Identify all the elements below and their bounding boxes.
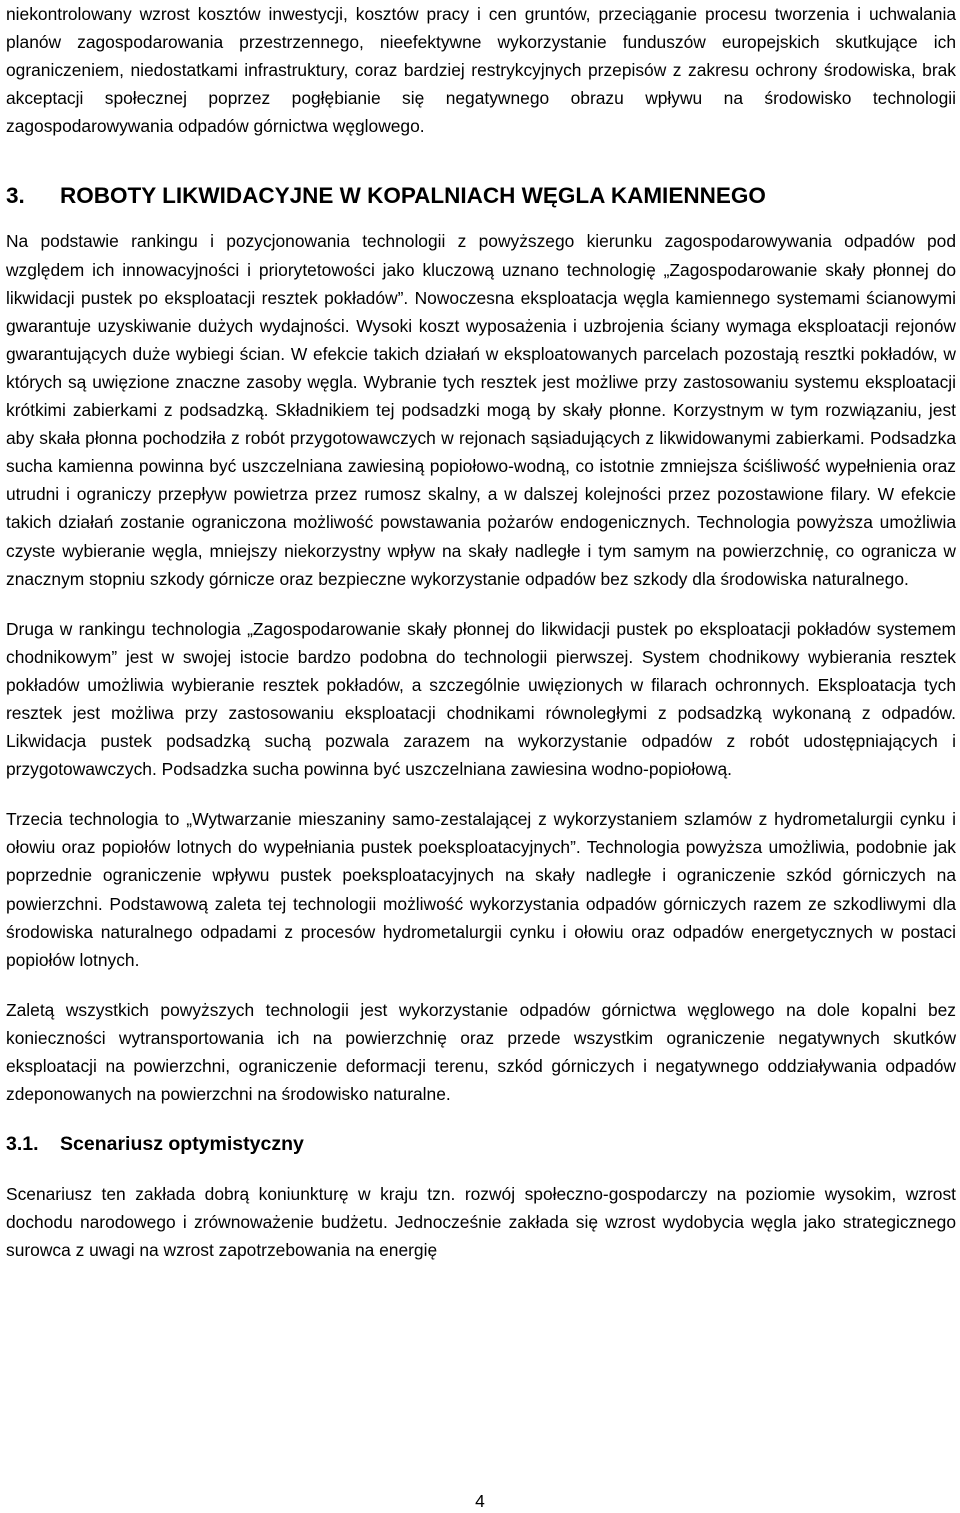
subsection-paragraph: Scenariusz ten zakłada dobrą koniunkturę w kraju tzn. rozwój społeczno-gospodarczy na poziomie wysokim, wzrost dochodu narodowego i zrównoważenie budżetu. Jednocześnie zakłada się wzrost wydobycia węgla jako strategicznego surowca z uwagi na wzrost zapotrzebowania na energię — [6, 1184, 956, 1261]
body-paragraph: Na podstawie rankingu i pozycjonowania technologii z powyższego kierunku zagospodarowywania odpadów pod względem ich innowacyjności i priorytetowości jako kluczową uznano technologię „Zagospodarowanie skały płonnej do likwidacji pustek po eksploatacji resztek pokładów”. Nowoczesna eksploatacja węgla kamiennego systemami ścianowymi gwarantuje uzyskiwanie dużych wydajności. Wysoki koszt wyposażenia i uzbrojenia ściany wymaga eksploatacji rejonów gwarantujących duże wybiegi ścian. W efekcie takich działań w eksploatowanych parcelach pozostają resztki pokładów, w których są uwięzione znaczne zasoby węgla. Wybranie tych resztek jest możliwe przy zastosowaniu systemu eksploatacji krótkimi zabierkami z podsadzką. Składnikiem tej podsadzki mogą by skały płonne. Korzystnym w tym rozwiązaniu, jest aby skała płonna pochodziła z robót przygotowawczych w rejonach sąsiadujących z likwidowanymi zabierkami. Podsadzka sucha kamienna powinna być uszczelniana zawiesiną popiołowo-wodną, co istotnie zmniejsza ściśliwość wypełnienia oraz utrudni i ograniczy przepływ powietrza przez rumosz skalny, a w dalszej kolejności przez pozostawione filary. W efekcie takich działań zostanie ograniczona możliwość powstawania pożarów endogenicznych. Technologia powyższa umożliwia czyste wybieranie węgla, mniejszy niekorzystny wpływ na skały nadległe i tym samym na powierzchnię, co ogranicza w znacznym stopniu szkody górnicze oraz bezpieczne wykorzystanie odpadów bez szkody dla środowiska naturalnego. — [6, 231, 956, 589]
section-title: ROBOTY LIKWIDACYJNE W KOPALNIACH WĘGLA KAMIENNEGO — [60, 183, 766, 209]
page-number: 4 — [475, 1491, 485, 1511]
body-paragraph: Druga w rankingu technologia „Zagospodarowanie skały płonnej do likwidacji pustek po eksploatacji pokładów systemem chodnikowym” jest w swojej istocie bardzo podobna do technologii pierwszej. System chodnikowy wybierania resztek pokładów umożliwia wybieranie resztek pokładów, a szczególnie uwięzionych w filarach ochronnych. Eksploatacja tych resztek jest możliwa przy zastosowaniu eksploatacji chodnikami równoległymi z podsadzką wykonaną z odpadów. Likwidacja pustek podsadzką suchą pozwala zarazem na wykorzystanie odpadów z robót udostępniających i przygotowawczych. Podsadzka sucha powinna być uszczelniana zawiesina wodno-popiołową. — [6, 618, 956, 780]
subsection-heading — [6, 1130, 956, 1158]
subsection-number: 3.1. — [6, 1133, 39, 1156]
body-paragraph: Zaletą wszystkich powyższych technologii jest wykorzystanie odpadów górnictwa węglowego na dole kopalni bez konieczności wytransportowania ich na powierzchnię oraz przede wszystkim ograniczenie negatywnych skutków eksploatacji na powierzchni, ograniczenie deformacji terenu, szkód górniczych i negatywnego oddziaływania odpadów zdeponowanych na powierzchni na środowisko naturalne. — [6, 999, 956, 1105]
intro-paragraph: niekontrolowany wzrost kosztów inwestycji, kosztów pracy i cen gruntów, przeciąganie procesu tworzenia i uchwalania planów zagospodarowania przestrzennego, nieefektywne wykorzystanie funduszów europejskich skutkujące ich ograniczeniem, niedostatkami infrastruktury, coraz bardziej restrykcyjnych przepisów z zakresu ochrony środowiska, brak akceptacji społecznej poprzez pogłębianie się negatywnego obrazu wpływu na środowisko technologii zagospodarowywania odpadów górnictwa węglowego. — [6, 4, 956, 137]
section-heading — [6, 182, 956, 210]
section-number: 3. — [6, 183, 25, 209]
body-paragraph: Trzecia technologia to „Wytwarzanie mieszaniny samo-zestalającej z wykorzystaniem szlamów z hydrometalurgii cynku i ołowiu oraz popiołów lotnych do wypełniania pustek poeksploatacyjnych”. Technologia powyższa umożliwia, podobnie jak poprzednie ograniczenie wpływu pustek poeksploatacyjnych na skały nadległe i ograniczenie szkód górniczych na powierzchni. Podstawową zaleta tej technologii możliwość wykorzystania odpadów górniczych razem ze szkodliwymi dla środowiska naturalnego odpadami z procesów hydrometalurgii cynku i ołowiu oraz odpadów energetycznych w postaci popiołów lotnych. — [6, 809, 956, 970]
document-page — [6, 0, 956, 1264]
subsection-title: Scenariusz optymistyczny — [60, 1133, 304, 1156]
